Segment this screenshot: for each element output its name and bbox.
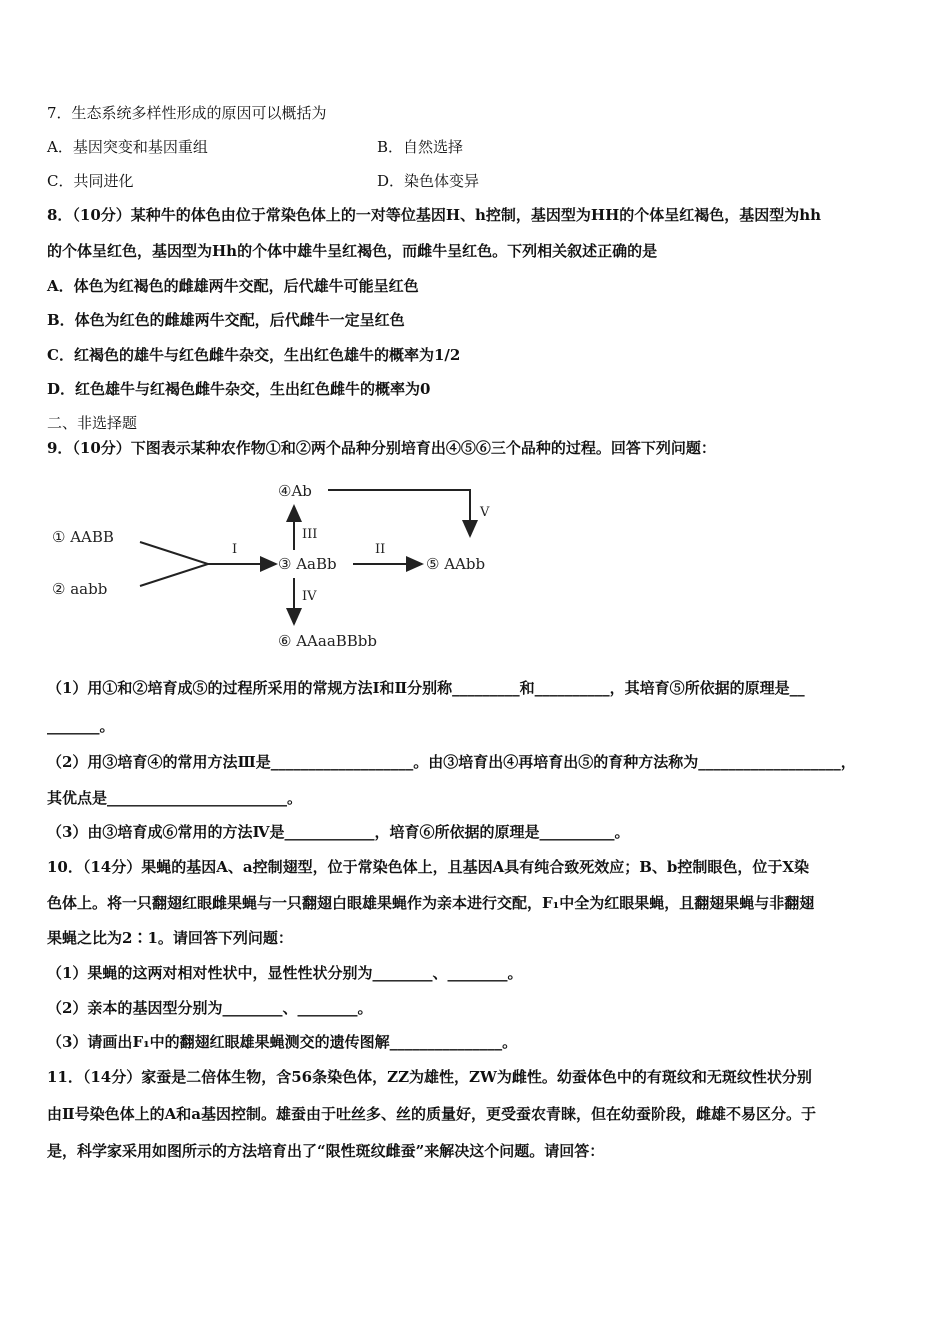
label-ii: II [375, 542, 386, 557]
q10-stem-line1: 10．（14分）果蝇的基因A、a控制翅型，位于常染色体上，且基因A具有纯合致死效应；B、b控制眼色，位于X染 [47, 858, 810, 876]
q10-part2: （2）亲本的基因型分别为________、________。 [47, 999, 373, 1017]
q8-option-c: C．红褐色的雄牛与红色雌牛杂交，生出红色雄牛的概率为1/2 [47, 346, 461, 364]
q10-part1: （1）果蝇的这两对相对性状中，显性性状分别为________、________。 [47, 964, 523, 982]
q8-option-a: A．体色为红褐色的雌雄两牛交配，后代雄牛可能呈红色 [47, 277, 419, 295]
node-5: ⑤ AAbb [426, 555, 486, 573]
q7-option-c: C．共同进化 [47, 172, 134, 190]
q9-stem: 9．（10分）下图表示某种农作物①和②两个品种分别培育出④⑤⑥三个品种的过程。回答下列问题： [47, 439, 716, 457]
q8-option-d: D．红色雄牛与红褐色雌牛杂交，生出红色雌牛的概率为0 [47, 380, 431, 398]
label-iii: III [302, 527, 318, 542]
breeding-diagram [40, 470, 520, 660]
label-iv: IV [302, 589, 317, 604]
q9-part2-line1: （2）用③培育④的常用方法Ⅲ是___________________。由③培育出④再培育出⑤的育种方法称为___________________， [47, 753, 856, 771]
q10-stem-line2: 色体上。将一只翻翅红眼雌果蝇与一只翻翅白眼雄果蝇作为亲本进行交配，F₁中全为红眼果蝇，且翻翅果蝇与非翻翅 [47, 894, 815, 912]
arrow-v [328, 490, 470, 536]
q9-part1-line1: （1）用①和②培育成⑤的过程所采用的常规方法Ⅰ和Ⅱ分别称_________和__________，其培育⑤所依据的原理是__ [47, 679, 805, 697]
merge-lines [140, 542, 208, 586]
q11-stem-line1: 11．（14分）家蚕是二倍体生物，含56条染色体，ZZ为雄性，ZW为雌性。幼蚕体色中的有斑纹和无斑纹性状分别 [47, 1068, 812, 1086]
q9-part3: （3）由③培育成⑥常用的方法Ⅳ是____________，培育⑥所依据的原理是__________。 [47, 823, 630, 841]
q8-stem-line2: 的个体呈红色，基因型为Hh的个体中雄牛呈红褐色，而雌牛呈红色。下列相关叙述正确的是 [47, 242, 658, 260]
q7-option-d: D．染色体变异 [377, 172, 480, 190]
q10-part3: （3）请画出F₁中的翻翅红眼雄果蝇测交的遗传图解_______________。 [47, 1033, 518, 1051]
node-4: ④Ab [278, 482, 312, 500]
node-3: ③ AaBb [278, 555, 337, 573]
node-6: ⑥ AAaaBBbb [278, 632, 378, 650]
q9-part2-line2: 其优点是________________________。 [47, 789, 303, 807]
node-1: ① AABB [52, 528, 114, 546]
q11-stem-line2: 由Ⅱ号染色体上的A和a基因控制。雄蚕由于吐丝多、丝的质量好，更受蚕农青睐，但在幼蚕阶段，雌雄不易区分。于 [47, 1105, 817, 1123]
q8-stem-line1: 8．（10分）某种牛的体色由位于常染色体上的一对等位基因H、h控制，基因型为HH的个体呈红褐色，基因型为hh [47, 206, 822, 224]
label-i: I [232, 542, 238, 557]
q9-part1-line2: _______。 [47, 717, 115, 735]
q8-option-b: B．体色为红色的雌雄两牛交配，后代雌牛一定呈红色 [47, 311, 405, 329]
section-title: 二、非选择题 [47, 414, 138, 432]
q7-stem: 7．生态系统多样性形成的原因可以概括为 [47, 104, 327, 122]
label-v: V [480, 505, 490, 520]
q10-stem-line3: 果蝇之比为2∶1。请回答下列问题： [47, 929, 293, 947]
q7-option-a: A．基因突变和基因重组 [47, 138, 208, 156]
q11-stem-line3: 是，科学家采用如图所示的方法培育出了“限性斑纹雌蚕”来解决这个问题。请回答： [47, 1142, 605, 1160]
node-2: ② aabb [52, 580, 108, 598]
q7-option-b: B．自然选择 [377, 138, 464, 156]
